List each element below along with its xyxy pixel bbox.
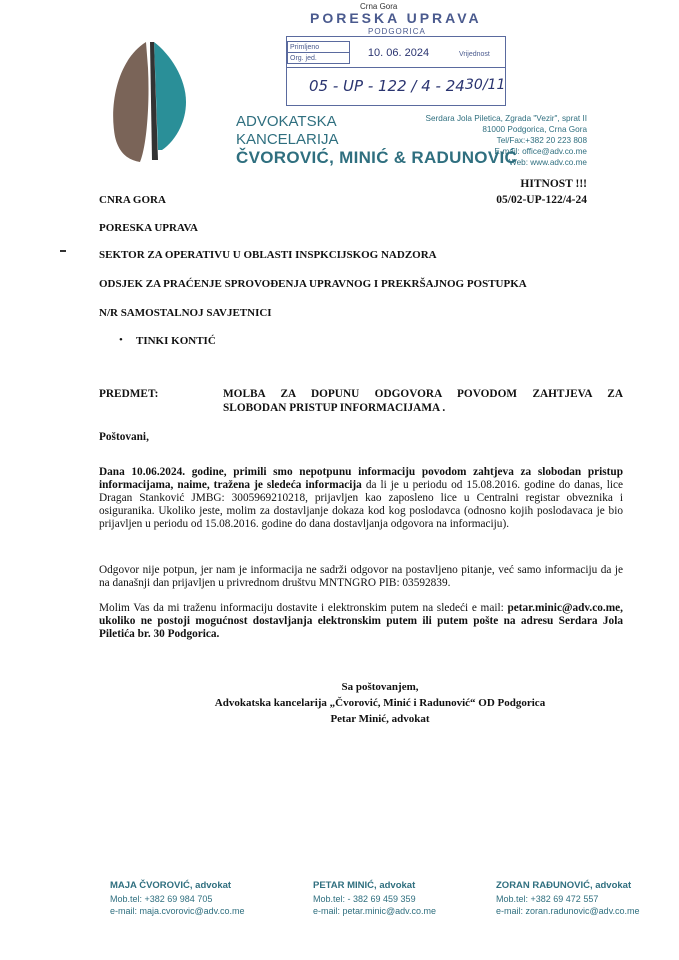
recipient-attention: N/R SAMOSTALNOJ SAVJETNICI — [99, 307, 272, 319]
footer-contact-3 — [496, 880, 640, 918]
closing-firm: Advokatska kancelarija „Čvorović, Minić i Radunović“ OD Podgorica — [214, 697, 546, 709]
firm-address-city: 81000 Podgorica, Crna Gora — [482, 125, 587, 134]
firm-email: E-mail: office@adv.co.me — [494, 147, 587, 156]
recipient-authority: PORESKA UPRAVA — [99, 222, 198, 234]
subject-line1: MOLBA ZA DOPUNU ODGOVORA POVODOM ZAHTJEVA ZA — [223, 388, 623, 400]
footer-email-1: e-mail: maja.cvorovic@adv.co.me — [110, 906, 245, 916]
body-p3-bold: petar.minic@adv.co.me, ukoliko ne postoji mogućnost dostavljanja elektronskim putem ili putem pošte na adresu Serdara Jola Piletića br. 30 Podgorica. — [99, 602, 623, 640]
reference-number: 05/02-UP-122/4-24 — [496, 194, 587, 206]
firm-name-line1: ADVOKATSKA — [236, 113, 337, 130]
footer-phone-1: Mob.tel: +382 69 984 705 — [110, 893, 213, 904]
footer-name-3: ZORAN RAĐUNOVIĆ, advokat — [496, 880, 632, 891]
subject-line2: SLOBODAN PRISTUP INFORMACIJAMA . — [223, 402, 446, 414]
body-p1-bold: Dana 10.06.2024. godine, primili smo nepotpunu informaciju povodom zahtjeva za slobodan pristup informacijama, naime, tražena je sledeća informacija — [99, 466, 623, 491]
firm-name-line3: ČVOROVIĆ, MINIĆ & RADUNOVIĆ — [236, 148, 518, 167]
subject-label: PREDMET: — [99, 388, 159, 400]
firm-name-line2: KANCELARIJA — [236, 131, 339, 148]
stamp-org-unit-label: Org. jed. — [288, 53, 350, 64]
body-p3-start: Molim Vas da mi traženu informaciju dostavite i elektronskim putem na sledeći e mail: — [99, 602, 508, 614]
body-p1-rest: da li je u periodu od 15.08.2016. godine do danas, lice Dragan Stanković JMBG: 3005969210218, prijavljen kao zaposleno lice u Centralni registar obveznika i osiguranika. Ukoliko jeste, molim za dostavljanje dokaza kod kog poslodavca (odnosno kojih poslodavaca je bio prijavljen u periodu od 15.08.2016. godine do dana dostavljanja odgovora na informaciju). — [99, 479, 623, 530]
firm-phone: Tel/Fax:+382 20 223 808 — [496, 136, 587, 145]
footer-email-2: e-mail: petar.minic@adv.co.me — [313, 906, 437, 916]
stamp-value-label: Vrijednost — [459, 51, 490, 58]
stamp-received-date: 10. 06. 2024 — [367, 46, 430, 59]
stamp-country: Crna Gora — [360, 2, 398, 11]
urgency-label: HITNOST !!! — [520, 178, 587, 190]
footer-phone-3: Mob.tel: +382 69 472 557 — [496, 893, 599, 904]
recipient-person: TINKI KONTIĆ — [136, 335, 216, 347]
recipient-department: ODSJEK ZA PRAĆENJE SPROVOĐENJA UPRAVNOG I PREKRŠAJNOG POSTUPKA — [99, 278, 527, 290]
footer-contact-2 — [313, 880, 436, 918]
stamp-authority: PORESKA UPRAVA — [310, 10, 482, 26]
body-paragraph-1 — [99, 466, 623, 531]
footer-phone-2: Mob.tel: - 382 69 459 359 — [313, 893, 416, 904]
firm-web: Web: www.adv.co.me — [509, 158, 587, 167]
firm-logo-icon — [108, 38, 190, 166]
stamp-received-label: Primljeno — [288, 42, 350, 53]
body-paragraph-2 — [99, 564, 623, 590]
footer-name-2: PETAR MINIĆ, advokat — [313, 880, 416, 891]
body-paragraph-3 — [99, 602, 623, 641]
registry-stamp — [286, 36, 506, 106]
firm-address-street: Serdara Jola Piletica, Zgrada "Vezir", sprat II — [425, 114, 587, 123]
greeting: Poštovani, — [99, 431, 149, 443]
stamp-handwritten-number: 05 - UP - 122 / 4 - 24 — [309, 77, 465, 95]
bullet-icon: • — [119, 334, 123, 346]
footer-name-1: MAJA ČVOROVIĆ, advokat — [110, 880, 232, 891]
closing-signatory: Petar Minić, advokat — [330, 713, 430, 725]
stamp-handwritten-extra: 30/11 — [465, 77, 506, 93]
body-p2: Odgovor nije potpun, jer nam je informacija ne sadrži odgovor na postavljeno pitanje, već samo informaciju da je na današnji dan prijavljen u privrednom društvu MNTNGRO PIB: 03592839. — [99, 564, 623, 589]
recipient-country: CNRA GORA — [99, 194, 166, 206]
closing-regards: Sa poštovanjem, — [341, 681, 419, 693]
footer-email-3: e-mail: zoran.radunovic@adv.co.me — [496, 906, 640, 916]
stamp-city: PODGORICA — [368, 27, 426, 36]
footer-contact-1 — [110, 880, 245, 918]
recipient-sector: SEKTOR ZA OPERATIVU U OBLASTI INSPKCIJSKOG NADZORA — [99, 249, 437, 261]
